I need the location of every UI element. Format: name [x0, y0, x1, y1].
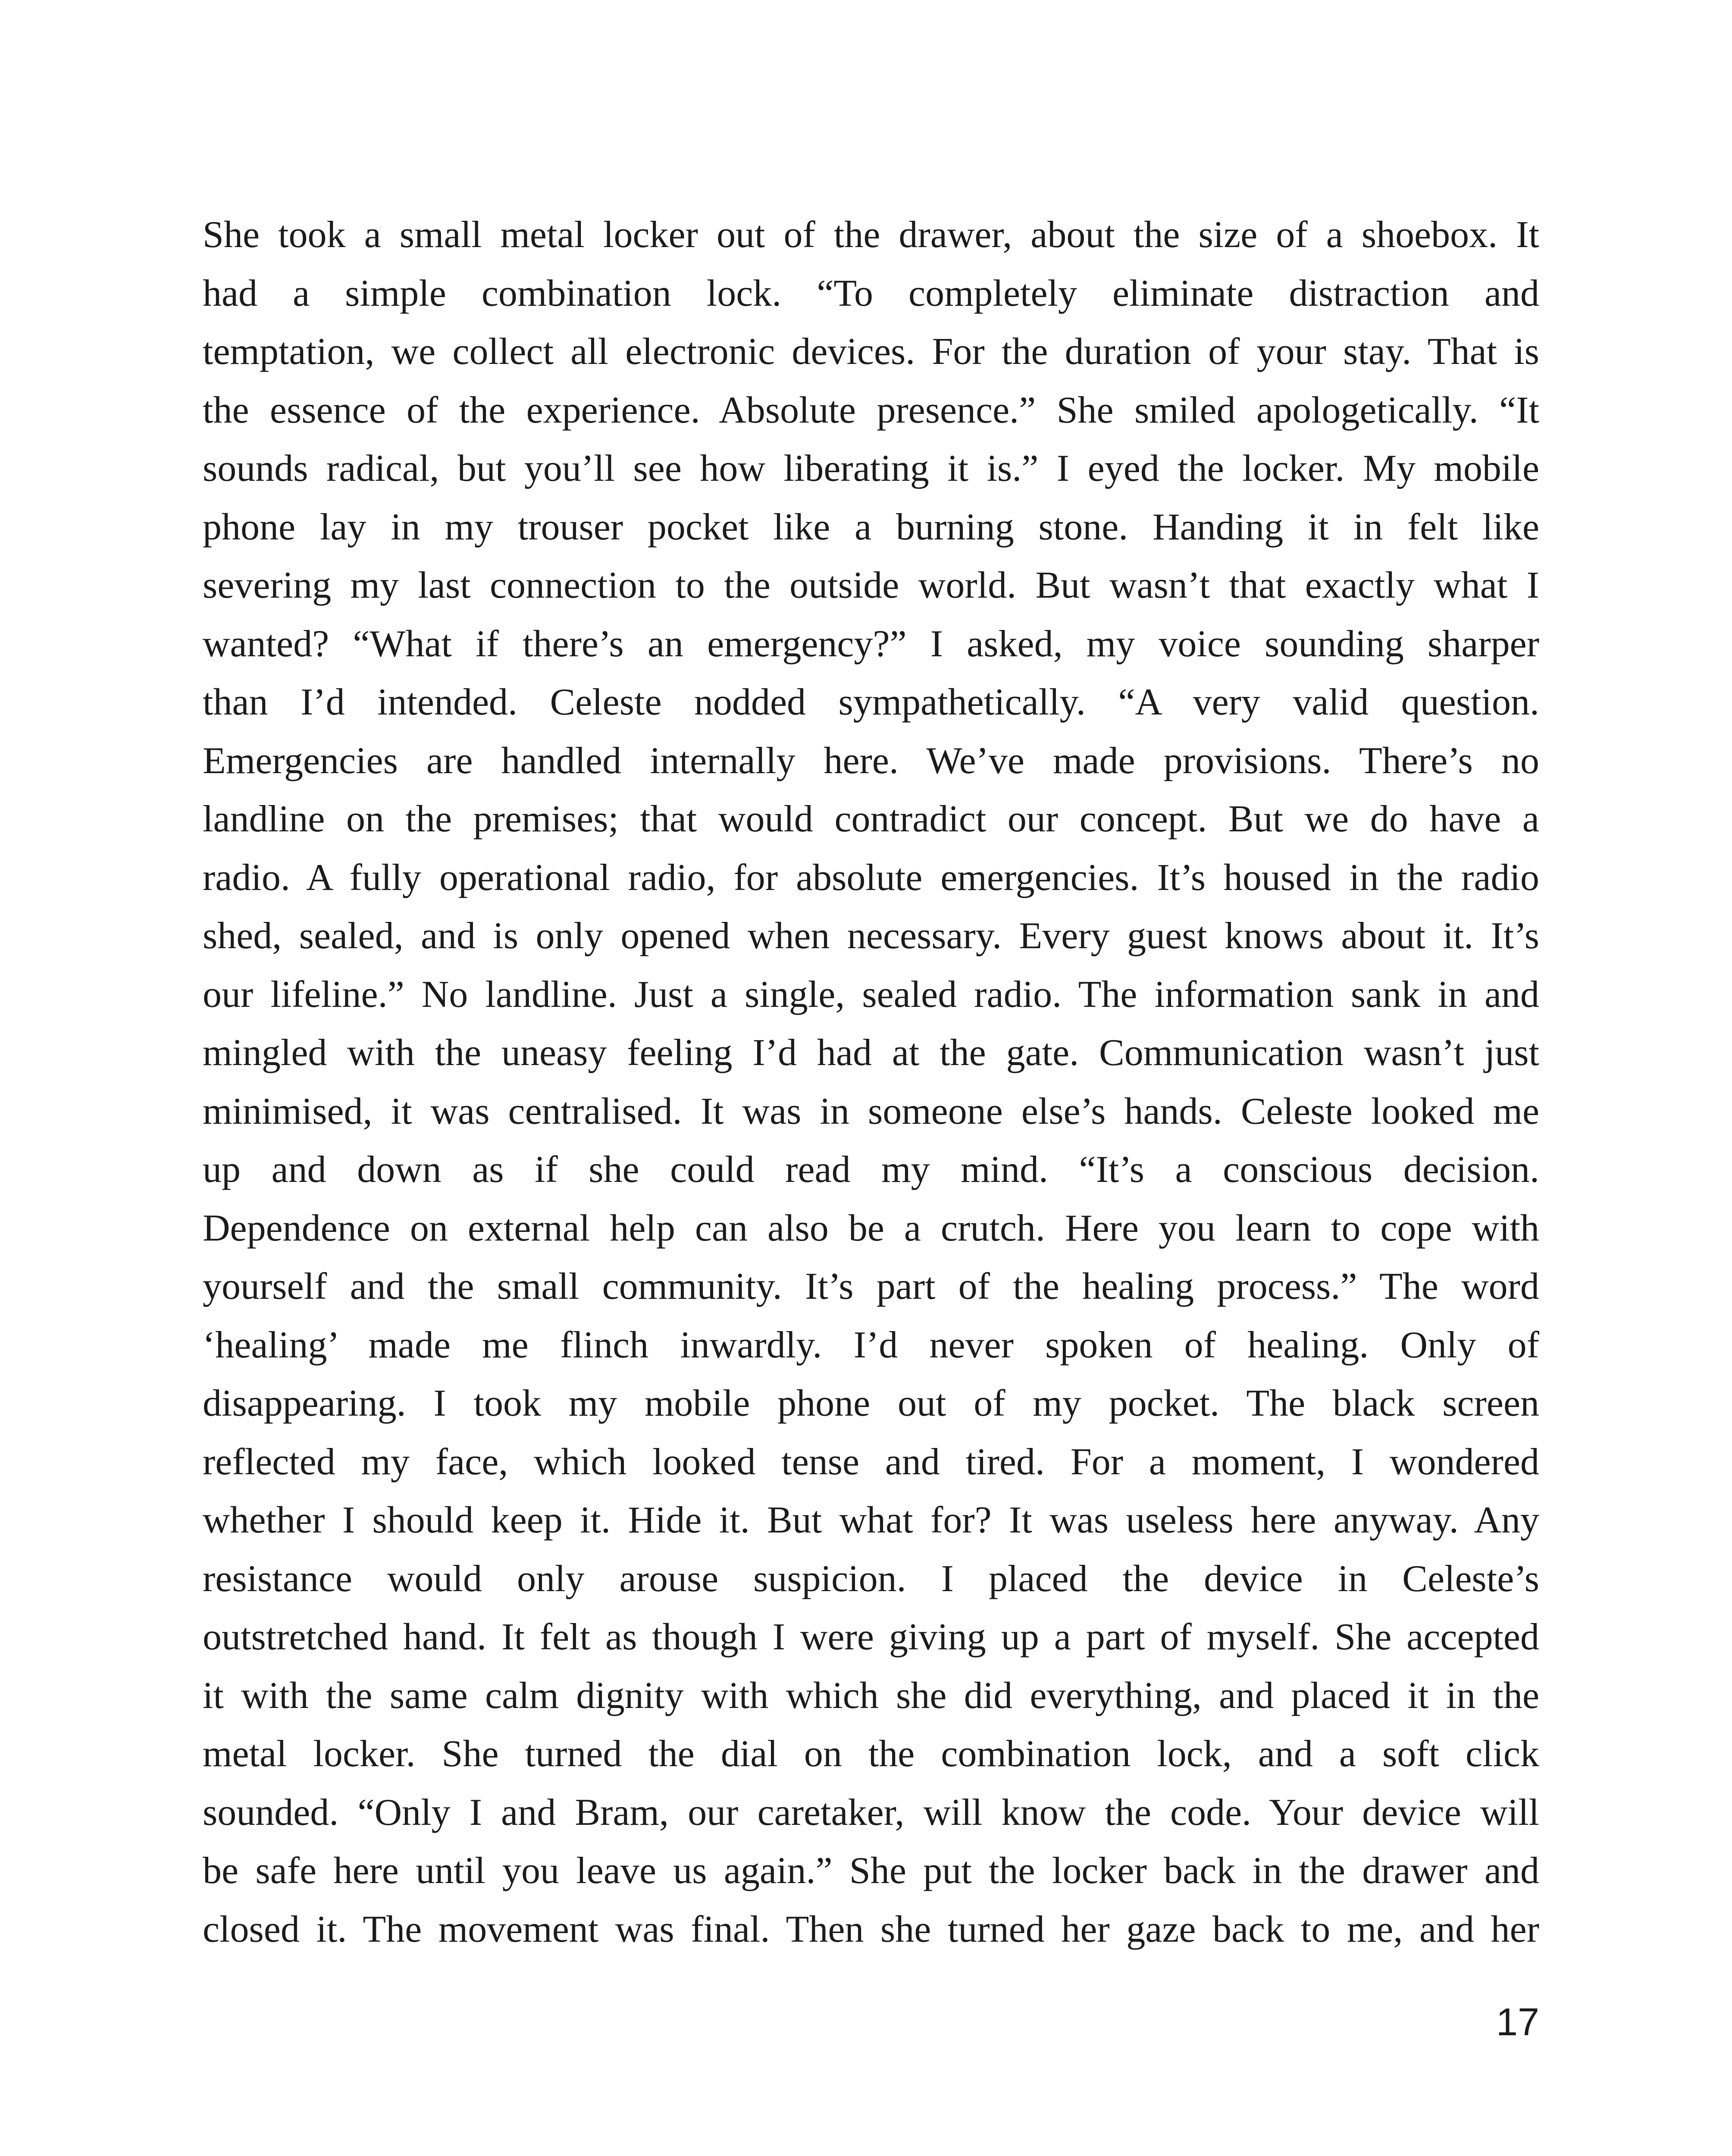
text-line: landline on the premises; that would contradict our concept. But we do have a [203, 798, 1539, 840]
text-line: closed it. The movement was final. Then she turned her gaze back to me, and her [203, 1908, 1539, 1950]
text-line: up and down as if she could read my mind. “It’s a conscious decision. [203, 1149, 1539, 1191]
text-line: be safe here until you leave us again.” She put the locker back in the drawer and [203, 1850, 1539, 1892]
text-line: Dependence on external help can also be a crutch. Here you learn to cope with [203, 1207, 1539, 1249]
text-line: mingled with the uneasy feeling I’d had at the gate. Communication wasn’t just [203, 1032, 1539, 1074]
text-line: minimised, it was centralised. It was in someone else’s hands. Celeste looked me [203, 1090, 1539, 1132]
text-line: the essence of the experience. Absolute presence.” She smiled apologetically. “It [203, 389, 1539, 431]
text-line: She took a small metal locker out of the drawer, about the size of a shoebox. It [203, 214, 1539, 256]
text-line: sounds radical, but you’ll see how liberating it is.” I eyed the locker. My mobile [203, 448, 1539, 489]
text-line: severing my last connection to the outside world. But wasn’t that exactly what I [203, 564, 1539, 606]
text-line: shed, sealed, and is only opened when necessary. Every guest knows about it. It’s [203, 915, 1539, 957]
text-line: phone lay in my trouser pocket like a burning stone. Handing it in felt like [203, 506, 1539, 548]
text-line: reflected my face, which looked tense and tired. For a moment, I wondered [203, 1441, 1539, 1483]
text-line: disappearing. I took my mobile phone out of my pocket. The black screen [203, 1382, 1539, 1424]
text-line: whether I should keep it. Hide it. But what for? It was useless here anyway. Any [203, 1499, 1539, 1541]
text-line: than I’d intended. Celeste nodded sympathetically. “A very valid question. [203, 681, 1539, 723]
text-line: resistance would only arouse suspicion. I placed the device in Celeste’s [203, 1557, 1539, 1600]
text-line: yourself and the small community. It’s part of the healing process.” The word [203, 1266, 1539, 1307]
text-line: metal locker. She turned the dial on the combination lock, and a soft click [203, 1733, 1539, 1775]
text-line: temptation, we collect all electronic devices. For the duration of your stay. That is [203, 331, 1539, 373]
text-line: had a simple combination lock. “To completely eliminate distraction and [203, 272, 1539, 314]
text-line: radio. A fully operational radio, for absolute emergencies. It’s housed in the radio [203, 856, 1539, 899]
text-line: wanted? “What if there’s an emergency?” I asked, my voice sounding sharper [203, 623, 1539, 665]
text-line: our lifeline.” No landline. Just a single, sealed radio. The information sank in and [203, 973, 1539, 1015]
body-text [203, 206, 1539, 1959]
text-line: Emergencies are handled internally here. We’ve made provisions. There’s no [203, 740, 1539, 782]
text-line: ‘healing’ made me flinch inwardly. I’d never spoken of healing. Only of [203, 1324, 1539, 1366]
text-line: outstretched hand. It felt as though I were giving up a part of myself. She accepted [203, 1616, 1539, 1658]
text-line: it with the same calm dignity with which she did everything, and placed it in the [203, 1674, 1539, 1717]
page-number: 17 [1496, 2001, 1539, 2044]
text-line: sounded. “Only I and Bram, our caretaker, will know the code. Your device will [203, 1791, 1539, 1833]
